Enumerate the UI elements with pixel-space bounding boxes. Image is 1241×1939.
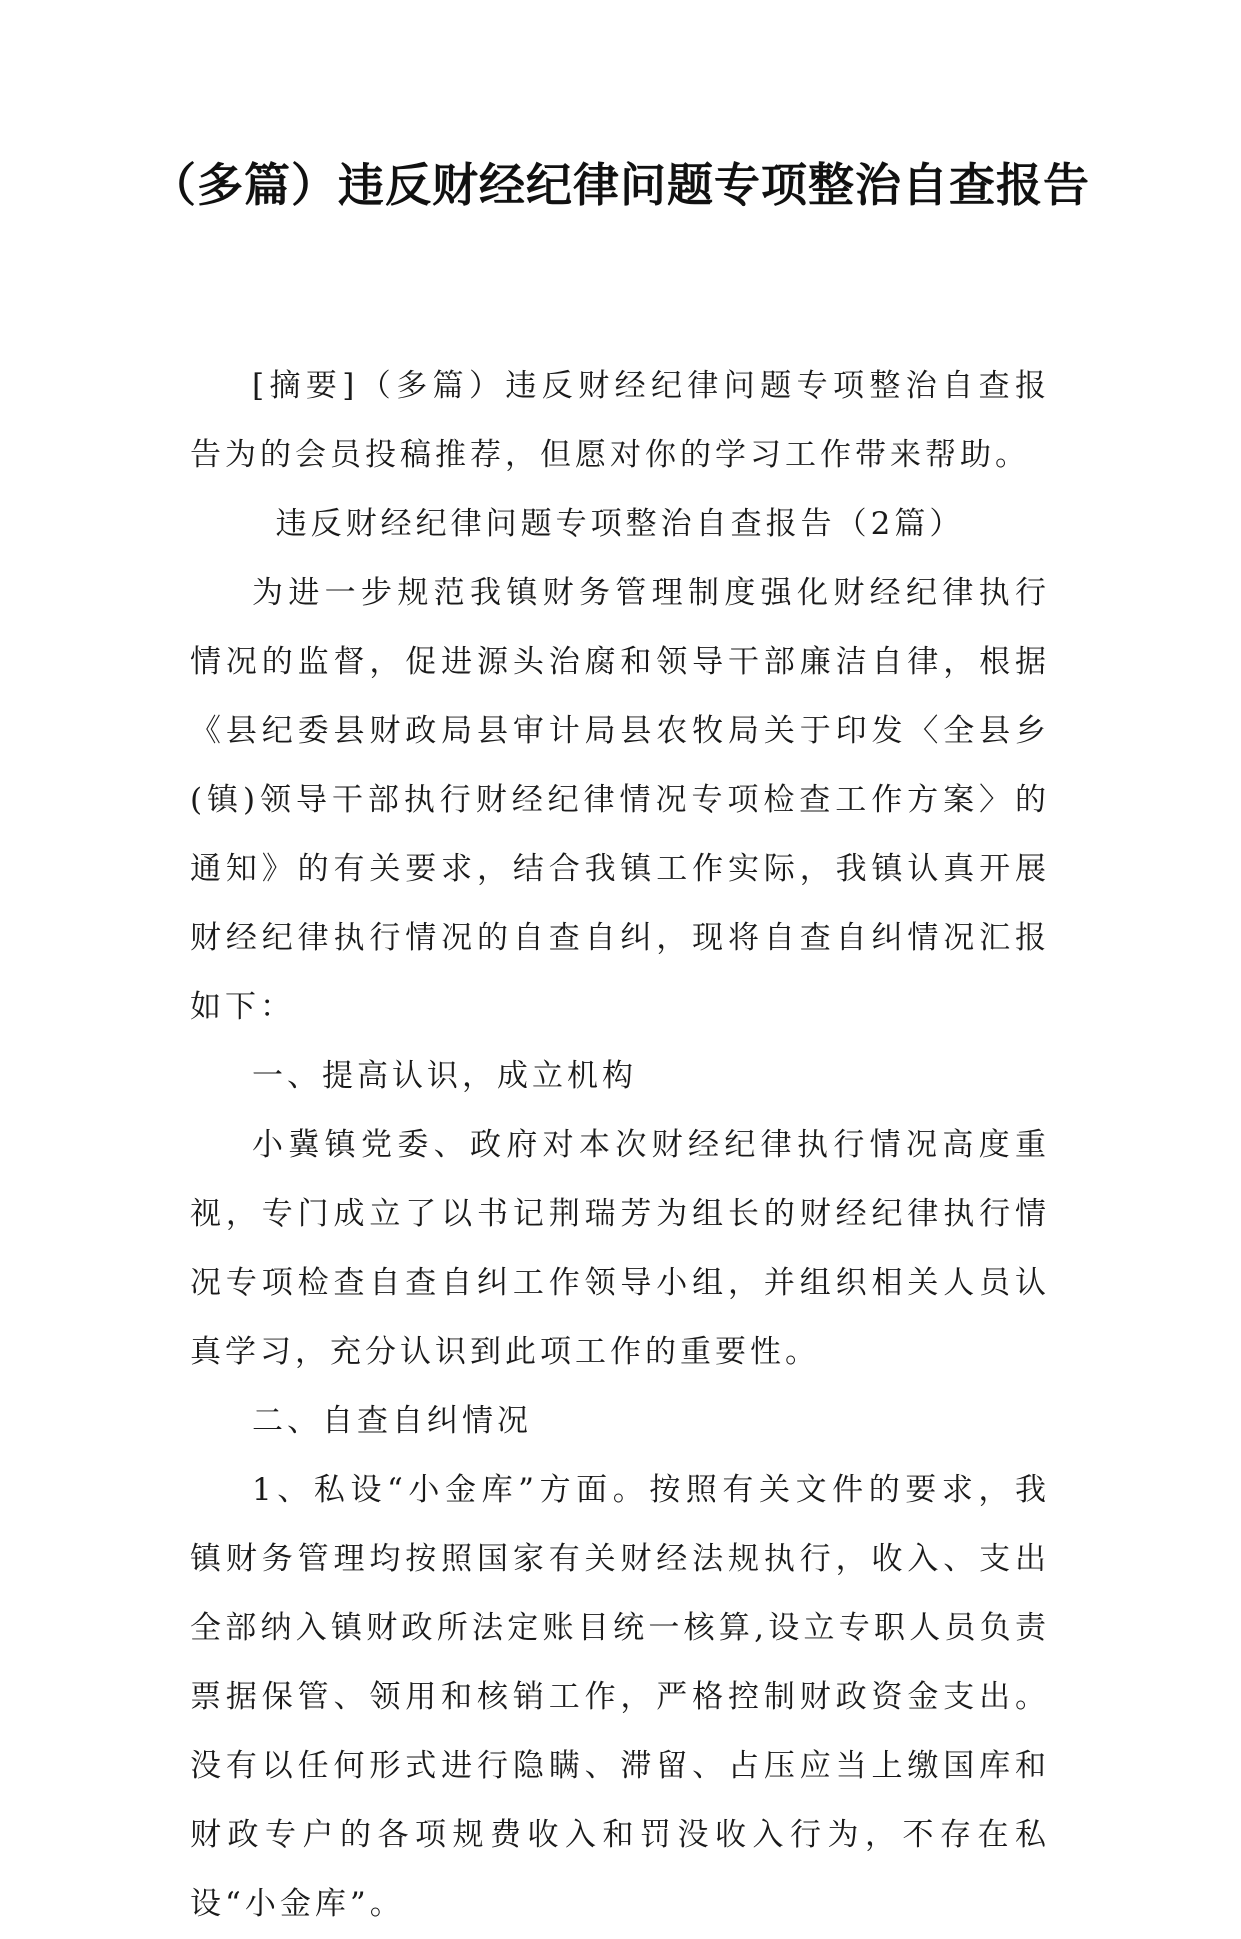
document-body xyxy=(190,352,1050,1939)
section-heading-1: 一、提高认识，成立机构 xyxy=(252,1058,637,1094)
section-heading-2: 二、自查自纠情况 xyxy=(252,1403,532,1439)
intro-paragraph: 为进一步规范我镇财务管理制度强化财经纪律执行情况的监督，促进源头治腐和领导干部廉洁自律，根据《县纪委县财政局县审计局县农牧局关于印发〈全县乡(镇)领导干部执行财经纪律情况专项检查工作方案〉的通知》的有关要求，结合我镇工作实际，我镇认真开展财经纪律执行情况的自查自纠，现将自查自纠情况汇报如下： xyxy=(190,575,1050,1025)
section-2-paragraph-1: 1、私设“小金库”方面。按照有关文件的要求，我镇财务管理均按照国家有关财经法规执行，收入、支出全部纳入镇财政所法定账目统一核算,设立专职人员负责票据保管、领用和核销工作，严格控制财政资金支出。没有以任何形式进行隐瞒、滞留、占压应当上缴国库和财政专户的各项规费收入和罚没收入行为，不存在私设“小金库”。 xyxy=(190,1472,1050,1922)
document-title: （多篇）违反财经纪律问题专项整治自查报告 xyxy=(150,158,1090,212)
subtitle-paragraph: 违反财经纪律问题专项整治自查报告（2篇） xyxy=(275,506,965,542)
section-1-paragraph: 小冀镇党委、政府对本次财经纪律执行情况高度重视，专门成立了以书记荆瑞芳为组长的财经纪律执行情况专项检查自查自纠工作领导小组，并组织相关人员认真学习，充分认识到此项工作的重要性。 xyxy=(190,1127,1050,1370)
abstract-paragraph: [摘要]（多篇）违反财经纪律问题专项整治自查报告为的会员投稿推荐，但愿对你的学习工作带来帮助。 xyxy=(190,368,1050,473)
